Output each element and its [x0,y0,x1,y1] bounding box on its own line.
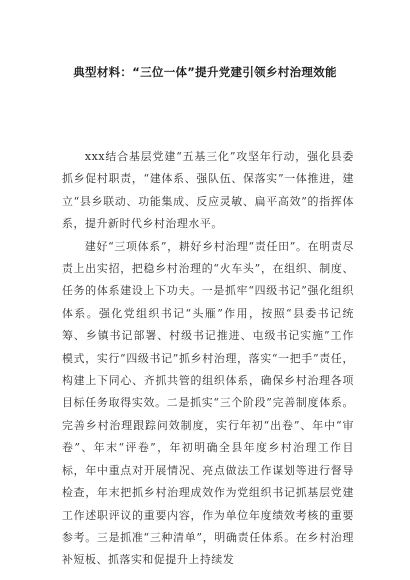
document-body [62,146,354,572]
paragraph-three-systems: 建好“三项体系”，耕好乡村治理“责任田”。在明责尽责上出实招，把稳乡村治理的“火车头”，在组织、制度、任务的体系建设上下功夫。一是抓牢“四级书记”强化组织体系。强化党组织书记“头雁”作用，按照“县委书记统筹、乡镇书记部署、村级书记推进、屯级书记实施”工作模式，实行“四级书记”抓乡村治理，落实“一把手”责任，构建上下同心、齐抓共管的组织体系，确保乡村治理各项目标任务取得实效。二是抓实“三个阶段”完善制度体系。完善乡村治理跟踪问效制度，实行年初“出卷”、年中“审卷”、年末“评卷”，年初明确全县年度乡村治理工作目标，年中重点对开展情况、亮点做法工作谋划等进行督导检查，年末把抓乡村治理成效作为党组织书记抓基层党建工作述职评议的重要内容，作为单位年度绩效考核的重要参考。三是抓准“三种清单”，明确责任体系。在乡村治理补短板、抓落实和促提升上持续发 [62,239,354,567]
document-title: 典型材料：“三位一体”提升党建引领乡村治理效能 [73,65,337,79]
paragraph-intro: xxx结合基层党建“五基三化”攻坚年行动，强化县委抓乡促村职责，“建体系、强队伍、保落实”一体推进，建立“县乡联动、功能集成、反应灵敏、扁平高效”的指挥体系，提升新时代乡村治理水平。 [62,150,354,231]
